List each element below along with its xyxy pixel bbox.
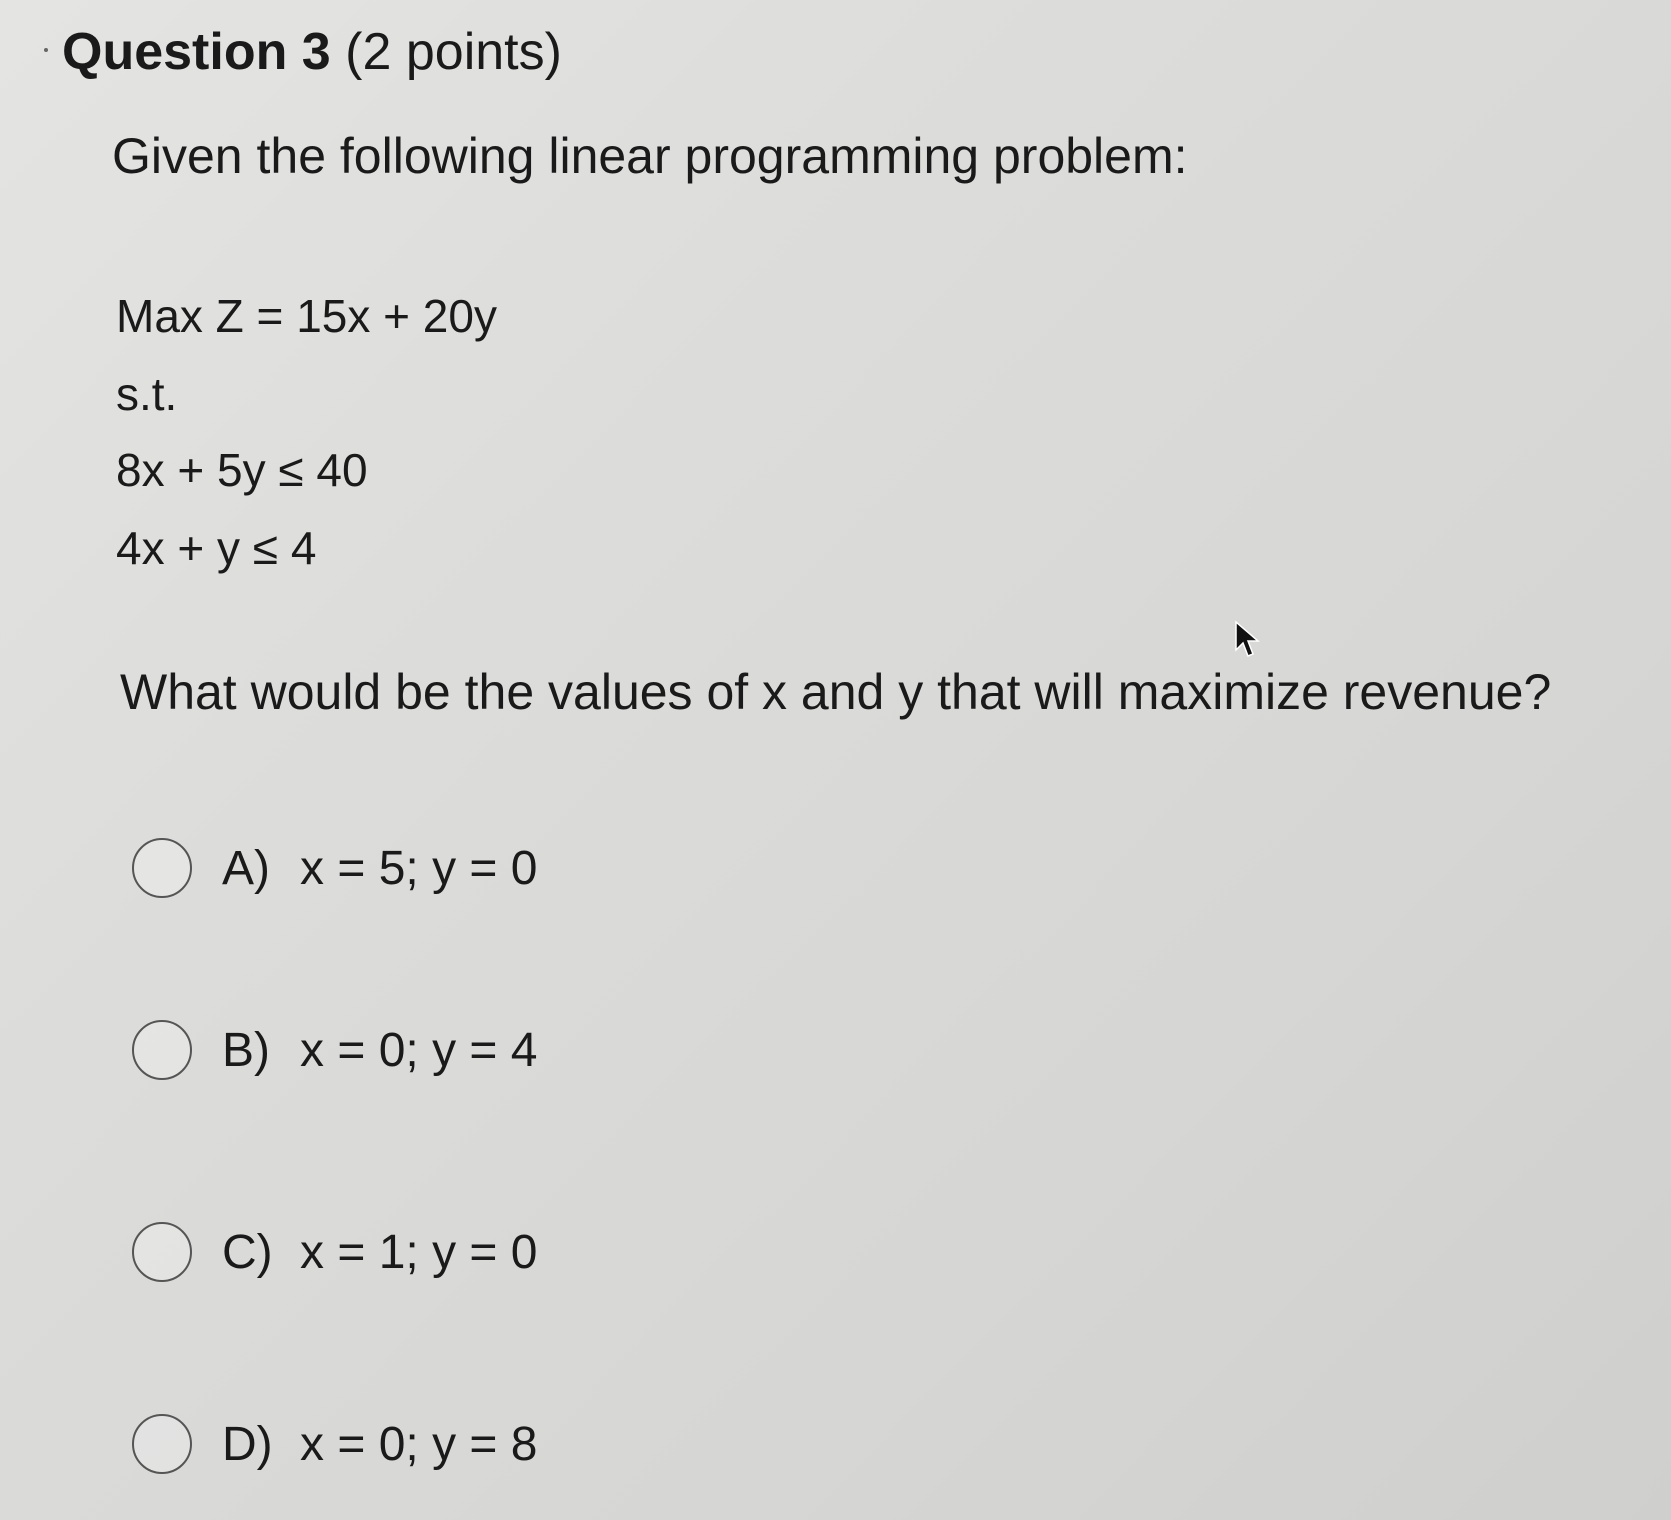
question-prompt: What would be the values of x and y that will maximize revenue? — [120, 664, 1552, 720]
subject-to-label: s.t. — [116, 368, 178, 420]
question-intro: Given the following linear programming problem: — [112, 128, 1188, 184]
objective-function: Max Z = 15x + 20y — [116, 290, 497, 342]
option-letter: C) — [222, 1225, 273, 1279]
option-a[interactable] — [132, 832, 537, 904]
option-text: x = 0; y = 4 — [300, 1023, 538, 1077]
question-name: Question 3 — [62, 23, 331, 81]
option-d[interactable] — [132, 1408, 537, 1480]
bullet-dot — [44, 48, 48, 52]
option-b[interactable] — [132, 1014, 537, 1086]
radio-button-icon[interactable] — [132, 1222, 192, 1282]
mouse-pointer-icon — [1234, 620, 1262, 660]
radio-button-icon[interactable] — [132, 838, 192, 898]
option-letter: A) — [222, 841, 270, 895]
option-text: x = 1; y = 0 — [300, 1225, 538, 1279]
radio-button-icon[interactable] — [132, 1414, 192, 1474]
constraint-1: 8x + 5y ≤ 40 — [116, 444, 368, 496]
option-text: x = 0; y = 8 — [300, 1417, 538, 1471]
option-letter: D) — [222, 1417, 273, 1471]
option-letter: B) — [222, 1023, 270, 1077]
option-text: x = 5; y = 0 — [300, 841, 538, 895]
radio-button-icon[interactable] — [132, 1020, 192, 1080]
question-points: (2 points) — [345, 23, 562, 81]
question-title — [62, 20, 562, 84]
constraint-2: 4x + y ≤ 4 — [116, 522, 317, 574]
option-c[interactable] — [132, 1216, 537, 1288]
